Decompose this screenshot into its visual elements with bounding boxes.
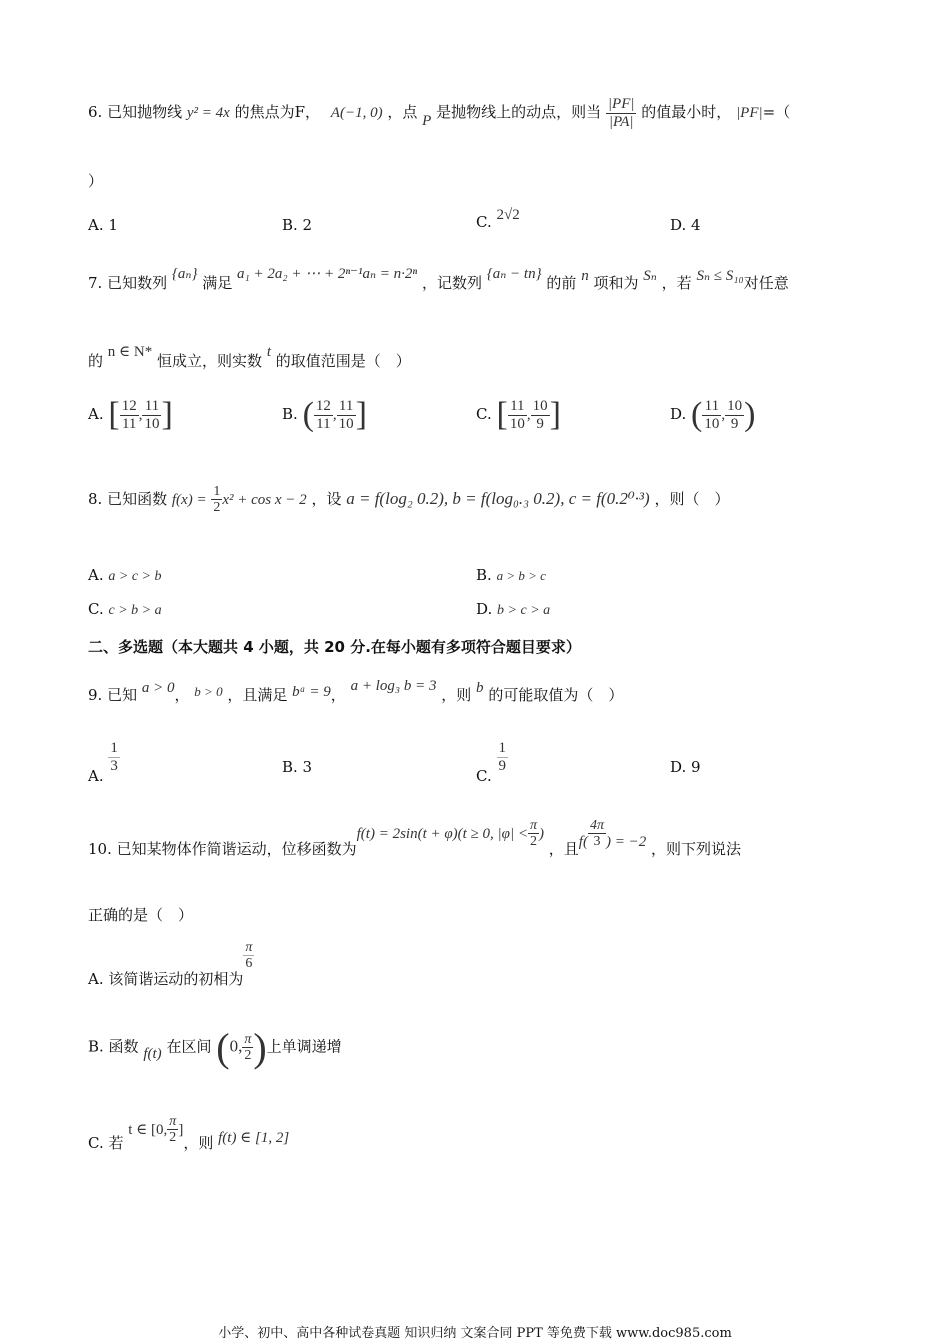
q8-option-b (476, 566, 546, 584)
q7-option-b (282, 396, 367, 434)
q6-point-p: P (422, 113, 432, 129)
q6-close-paren: ） (88, 172, 104, 190)
q10-given-rhs: ) = −2 (605, 833, 647, 850)
q8-option-c-label: C. (88, 600, 104, 618)
q7-option-b-right: ] (355, 396, 367, 433)
q7-text-2: 满足 (202, 274, 233, 292)
q9-text-3: ，则 (441, 686, 472, 704)
q6-option-c-value: 2√2 (496, 207, 520, 223)
q7-option-d-right: ) (744, 396, 756, 433)
q7-option-b-d1: 11 (316, 415, 331, 432)
q8-option-d (476, 600, 550, 619)
q10-text-1: 10. 已知某物体作简谐运动，位移函数为 (88, 839, 357, 858)
q6-text-3: ，点 (387, 103, 418, 121)
q9-option-a (88, 732, 120, 785)
q8-text-2: ，设 (311, 489, 342, 508)
q7-option-c-right: ] (549, 396, 561, 433)
q7-option-d-n2: 10 (727, 398, 743, 414)
q7-t: t (266, 344, 271, 360)
q7-option-b-label: B. (282, 405, 298, 423)
q9-option-c-label: C. (476, 767, 492, 785)
q9-cond-a: a > 0 (141, 680, 175, 696)
q7-sn: Sₙ (643, 268, 657, 284)
q10-option-c-num: π (169, 1114, 177, 1129)
q8-option-a-label: A. (88, 566, 104, 584)
q8-func-rhs: x² + cos x − 2 (222, 491, 307, 508)
q10-option-c-t: t ∈ [0, (128, 1121, 168, 1138)
q9-cond-b: b > 0 (194, 684, 223, 699)
q7-line2-a: 的 (88, 352, 104, 370)
q8-half-num: 1 (213, 484, 221, 499)
q7-condition-eq: a₁ + 2a₂ + ⋯ + 2ⁿ⁻¹aₙ = n·2ⁿ (237, 266, 418, 282)
q7-option-a-right: ] (161, 396, 173, 433)
q10-line1 (88, 818, 742, 858)
q7-option-c-d2: 9 (536, 415, 544, 432)
q6-ratio-fraction (606, 96, 637, 130)
q7-n-in-n: n ∈ N* (107, 344, 153, 360)
q8-option-b-label: B. (476, 566, 492, 584)
q10-option-c-range: f(t) ∈ [1, 2] (218, 1129, 290, 1146)
q6-line1 (88, 82, 790, 143)
q7-option-b-left: ( (302, 396, 314, 433)
q7-text-7: 对任意 (743, 274, 789, 292)
q6-text-5: 的值最小时， (641, 103, 732, 121)
q7-n: n (581, 268, 589, 284)
q8-half (211, 484, 222, 516)
q7-option-d-left: ( (691, 396, 703, 433)
q7-seq-an: {aₙ} (171, 266, 198, 282)
q9-option-c (476, 732, 508, 785)
q9-text-4: 的可能取值为（ ） (488, 686, 624, 704)
q7-option-c-comma: , (526, 407, 531, 423)
q7-option-c-d1: 10 (509, 415, 525, 432)
q7-option-a-d1: 11 (121, 415, 137, 432)
q9-sep-2: ， (330, 686, 346, 704)
q9-cond-log: a + log₃ b = 3 (350, 678, 437, 694)
q10-option-b-func: f(t) (143, 1045, 162, 1062)
q7-line2 (88, 344, 411, 371)
q7-option-d-frac1 (702, 398, 721, 432)
q8-text-3: ，则（ ） (654, 489, 730, 508)
q10-option-b (88, 1024, 342, 1071)
q7-line1 (88, 266, 789, 293)
q10-text-3: ，则下列说法 (651, 839, 742, 858)
q10-option-b-right: ) (253, 1025, 267, 1070)
q9-b: b (476, 680, 484, 696)
q7-option-a (88, 396, 173, 434)
q6-option-a: A. 1 (88, 216, 118, 234)
q7-option-d-d2: 9 (730, 415, 739, 432)
q9-option-c-frac (497, 740, 509, 774)
q10-given-den: 3 (593, 834, 601, 850)
q7-seq-an-tn: {aₙ − tn} (486, 266, 542, 282)
q9-line1 (88, 678, 624, 705)
q10-option-c-mid: ，则 (183, 1133, 214, 1152)
q10-option-b-mid: 在区间 (166, 1037, 212, 1056)
q7-inequality: Sₙ ≤ S₁₀ (696, 268, 744, 284)
q7-option-c-frac1 (508, 398, 527, 432)
q10-line2: 正确的是（ ） (88, 906, 194, 924)
q10-pi-half-num: π (529, 818, 537, 833)
q8-func-lhs: f(x) = (171, 491, 207, 508)
q7-option-c-label: C. (476, 405, 492, 423)
q7-option-c (476, 396, 561, 434)
q8-line1 (88, 484, 729, 516)
q7-option-a-n1: 12 (121, 398, 137, 414)
q7-option-b-n2: 11 (337, 398, 356, 416)
q10-given-num: 4π (589, 818, 604, 833)
q9-option-d: D. 9 (670, 758, 701, 776)
q6-point-a: A(−1, 0) (330, 105, 383, 121)
q8-abc-defs: a = f(log₂ 0.2), b = f(log₀.₃ 0.2), c = f(0.2⁰·³) (346, 488, 650, 508)
q10-given-lhs: f( (578, 833, 588, 850)
q9-option-a-den: 3 (110, 757, 118, 774)
q7-option-d-label: D. (670, 405, 687, 423)
q10-option-b-den: 2 (244, 1048, 252, 1063)
q10-option-c-frac (167, 1114, 178, 1146)
q7-option-a-frac1 (120, 398, 139, 432)
q10-option-a-den: 6 (243, 955, 254, 971)
q7-option-d-n1: 11 (702, 398, 721, 416)
q10-option-a-label: A. 该简谐运动的初相为 (88, 969, 244, 988)
q9-option-a-num: 1 (110, 740, 118, 756)
q6-ratio-den: |PA| (608, 113, 634, 130)
q10-text-2: ，且 (548, 839, 579, 858)
q10-option-b-frac (242, 1032, 253, 1064)
q9-sep-1: ， (174, 686, 190, 704)
q7-line2-b: 恒成立，则实数 (157, 352, 263, 370)
q10-option-b-left: ( (216, 1025, 230, 1070)
q8-half-den: 2 (213, 500, 221, 516)
q7-option-c-n1: 11 (508, 398, 527, 416)
q10-option-b-label: B. 函数 (88, 1037, 139, 1056)
q9-text-1: 9. 已知 (88, 686, 138, 704)
q7-text-6: ，若 (661, 274, 692, 292)
q7-text-5: 项和为 (593, 274, 639, 292)
q8-option-d-label: D. (476, 600, 493, 618)
q7-option-c-left: [ (496, 396, 508, 433)
q10-given-frac (588, 818, 606, 850)
q6-ratio-num: |PF| (607, 96, 635, 112)
q9-option-c-den: 9 (498, 757, 506, 774)
q6-text-2: 的焦点为F， (234, 103, 321, 121)
q6-text-1: 6. 已知抛物线 (88, 103, 183, 121)
q6-pf: |PF| (736, 105, 763, 121)
q10-option-c (88, 1114, 290, 1152)
q7-option-a-label: A. (88, 405, 104, 423)
q8-option-d-expr: b > c > a (497, 603, 551, 618)
q7-option-d (670, 396, 755, 434)
q7-option-b-frac1 (314, 398, 333, 432)
q6-text-4: 是抛物线上的动点，则当 (436, 103, 602, 121)
q7-text-3: ，记数列 (421, 274, 482, 292)
q10-func: f(t) = 2sin(t + φ)(t ≥ 0, |φ| < (356, 825, 528, 842)
q7-text-4: 的前 (546, 274, 577, 292)
q8-option-a-expr: a > c > b (108, 569, 162, 584)
q10-pi-half (528, 818, 539, 850)
q9-option-c-num: 1 (498, 740, 506, 756)
q9-cond-ba: bᵃ = 9 (292, 684, 331, 700)
q10-option-a-num: π (245, 940, 253, 955)
q10-option-a (88, 940, 254, 988)
q6-option-d: D. 4 (670, 216, 701, 234)
q7-line2-c: 的取值范围是（ ） (275, 352, 411, 370)
q10-pi-half-den: 2 (529, 834, 537, 850)
section-heading-multi-choice: 二、多选题（本大题共 4 小题，共 20 分.在每小题有多项符合题目要求） (88, 638, 581, 656)
q6-parabola-eq: y² = 4x (186, 105, 230, 121)
q6-text-6: =（ (762, 103, 791, 121)
q10-option-c-label: C. 若 (88, 1133, 124, 1152)
q7-option-c-frac2 (531, 398, 550, 432)
q10-func-close: ) (538, 825, 544, 842)
q9-text-2: ，且满足 (227, 686, 288, 704)
q7-option-d-d1: 10 (704, 415, 720, 432)
q7-option-b-n1: 12 (315, 398, 331, 414)
q7-option-a-n2: 11 (142, 398, 161, 416)
q8-option-b-expr: a > b > c (496, 568, 546, 583)
q7-option-b-comma: , (332, 407, 337, 423)
q6-option-c-label: C. (476, 213, 492, 231)
q7-option-a-comma: , (138, 407, 143, 423)
q7-option-b-d2: 10 (338, 415, 354, 432)
q7-option-c-n2: 10 (532, 398, 548, 414)
q7-option-a-d2: 10 (144, 415, 160, 432)
q7-text-1: 7. 已知数列 (88, 274, 168, 292)
page-footer: 小学、初中、高中各种试卷真题 知识归纳 文案合同 PPT 等免费下载 www.doc985.com (218, 1326, 732, 1341)
q10-option-c-den: 2 (169, 1130, 177, 1146)
q8-option-a (88, 566, 162, 585)
q8-text-1: 8. 已知函数 (88, 489, 168, 508)
q6-option-b: B. 2 (282, 216, 313, 234)
q7-option-b-frac2 (337, 398, 356, 432)
q7-option-d-frac2 (725, 398, 744, 432)
q10-option-c-t-close: ] (178, 1121, 184, 1138)
q10-option-b-zero: 0, (229, 1036, 243, 1056)
q6-option-c (476, 204, 520, 241)
q9-option-b: B. 3 (282, 758, 313, 776)
q7-option-d-comma: , (721, 407, 726, 423)
q7-option-a-frac2 (142, 398, 161, 432)
q8-option-c (88, 600, 162, 619)
q10-option-b-num: π (244, 1031, 252, 1047)
q10-option-a-frac (243, 940, 254, 972)
q10-option-b-tail: 上单调递增 (266, 1037, 342, 1056)
q9-option-a-label: A. (88, 767, 104, 785)
q9-option-a-frac (108, 740, 120, 774)
q7-option-a-left: [ (108, 396, 120, 433)
q8-option-c-expr: c > b > a (108, 603, 162, 618)
